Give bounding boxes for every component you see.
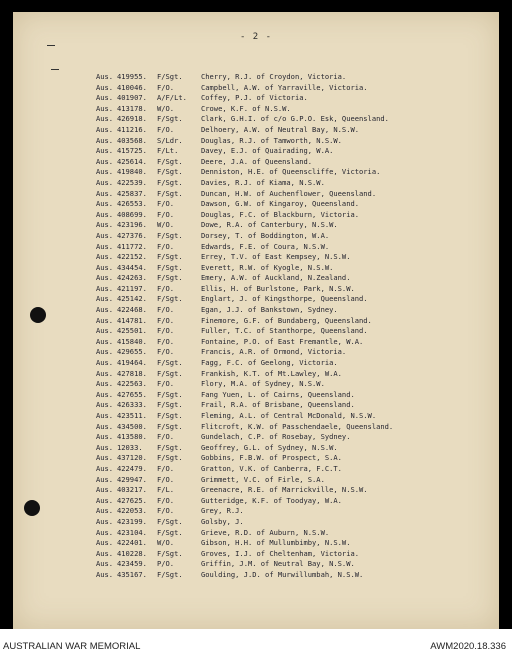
service-number: 434500. [117,421,147,431]
service-number: 410046. [117,82,147,92]
service-number: 422053. [117,506,147,516]
list-item [96,390,393,401]
list-item [96,157,393,168]
list-item [96,453,393,464]
service-number: 411216. [117,124,147,134]
rank: F/Sgt. [157,453,183,463]
member-name: Davies, R.J. of Kiama, N.S.W. [201,177,325,187]
list-item [96,263,393,274]
rank: F/Sgt. [157,294,183,304]
service-number: 403217. [117,485,147,495]
member-name: Grey, R.J. [201,506,244,516]
service-prefix: Aus. [96,156,114,166]
service-prefix: Aus. [96,516,114,526]
service-number: 419840. [117,167,147,177]
list-item [96,273,393,284]
rank: F/O. [157,463,175,473]
service-prefix: Aus. [96,538,114,548]
rank: F/Sgt. [157,400,183,410]
list-item [96,506,393,517]
member-name: Frankish, K.T. of Mt.Lawley, W.A. [201,368,342,378]
service-prefix: Aus. [96,548,114,558]
service-prefix: Aus. [96,209,114,219]
service-number: 429655. [117,347,147,357]
service-prefix: Aus. [96,283,114,293]
service-prefix: Aus. [96,485,114,495]
member-name: Delhoery, A.W. of Neutral Bay, N.S.W. [201,124,360,134]
list-item [96,400,393,411]
member-name: Gobbins, F.B.W. of Prospect, S.A. [201,453,342,463]
member-name: Gibson, H.H. of Mullumbimby, N.S.W. [201,538,351,548]
rank: F/Sgt. [157,156,183,166]
list-item [96,72,393,83]
service-prefix: Aus. [96,432,114,442]
service-prefix: Aus. [96,326,114,336]
service-prefix: Aus. [96,379,114,389]
member-name: Coffey, P.J. of Victoria. [201,93,308,103]
member-name: Errey, T.V. of East Kempsey, N.S.W. [201,252,351,262]
list-item [96,337,393,348]
list-item [96,231,393,242]
list-item [96,316,393,327]
list-item [96,411,393,422]
service-prefix: Aus. [96,230,114,240]
rank: F/Sgt. [157,389,183,399]
margin-mark [47,45,55,49]
list-item [96,114,393,125]
member-name: Finemore, G.F. of Bundaberg, Queensland. [201,315,372,325]
list-item [96,570,393,581]
rank: S/Ldr. [157,135,183,145]
rank: F/O. [157,506,175,516]
service-number: 419955. [117,72,147,81]
list-item [96,379,393,390]
rank: F/Lt. [157,146,179,156]
member-name: Denniston, H.E. of Queenscliffe, Victoria. [201,167,381,177]
service-number: 413178. [117,103,147,113]
list-item [96,326,393,337]
member-name: Grieve, R.D. of Auburn, N.S.W. [201,527,330,537]
page-number: - 2 - [239,32,273,42]
service-number: 426333. [117,400,147,410]
member-name: Golsby, J. [201,516,244,526]
service-number: 413580. [117,432,147,442]
service-prefix: Aus. [96,347,114,357]
rank: F/Sgt. [157,273,183,283]
service-number: 427655. [117,389,147,399]
list-item [96,242,393,253]
service-number: 415840. [117,336,147,346]
service-number: 437120. [117,453,147,463]
list-item [96,93,393,104]
rank: W/O. [157,103,175,113]
personnel-list [96,72,393,581]
list-item [96,485,393,496]
list-item [96,167,393,178]
rank: F/O. [157,347,175,357]
member-name: Greenacre, R.E. of Marrickville, N.S.W. [201,485,368,495]
list-item [96,347,393,358]
service-number: 401907. [117,93,147,103]
service-prefix: Aus. [96,463,114,473]
rank: A/F/Lt. [157,93,187,103]
member-name: Frail, R.A. of Brisbane, Queensland. [201,400,355,410]
service-prefix: Aus. [96,559,114,569]
service-prefix: Aus. [96,177,114,187]
member-name: Geoffrey, G.L. of Sydney, N.S.W. [201,442,338,452]
member-name: Dorsey, T. of Boddington, W.A. [201,230,330,240]
service-prefix: Aus. [96,315,114,325]
service-prefix: Aus. [96,135,114,145]
service-prefix: Aus. [96,336,114,346]
rank: F/Sgt. [157,177,183,187]
service-prefix: Aus. [96,474,114,484]
rank: F/Sgt. [157,252,183,262]
member-name: Douglas, F.C. of Blackburn, Victoria. [201,209,360,219]
service-number: 411772. [117,241,147,251]
service-number: 423511. [117,411,147,420]
rank: F/Sgt. [157,368,183,378]
rank: W/O. [157,538,175,548]
service-number: 425837. [117,188,147,198]
service-prefix: Aus. [96,220,114,230]
service-number: 415725. [117,146,147,156]
service-number: 422468. [117,305,147,315]
service-prefix: Aus. [96,495,114,505]
list-item [96,220,393,231]
list-item [96,528,393,539]
list-item [96,496,393,507]
member-name: Clark, G.H.I. of c/o G.P.O. Esk, Queensland. [201,114,389,124]
rank: F/Sgt. [157,358,183,368]
service-prefix: Aus. [96,241,114,251]
rank: F/O. [157,209,175,219]
service-prefix: Aus. [96,305,114,315]
service-prefix: Aus. [96,124,114,134]
list-item [96,210,393,221]
service-prefix: Aus. [96,442,114,452]
service-number: 427818. [117,368,147,378]
rank: F/Sgt. [157,262,183,272]
service-prefix: Aus. [96,188,114,198]
list-item [96,559,393,570]
member-name: Goulding, J.D. of Murwillumbah, N.S.W. [201,569,364,579]
service-prefix: Aus. [96,421,114,431]
service-number: 423199. [117,516,147,526]
service-number: 423104. [117,527,147,537]
member-name: Egan, J.J. of Bankstown, Sydney. [201,305,338,315]
service-number: 422401. [117,538,147,548]
member-name: Flory, M.A. of Sydney, N.S.W. [201,379,325,389]
member-name: Cherry, R.J. of Croydon, Victoria. [201,72,347,81]
rank: F/O. [157,474,175,484]
member-name: Dowe, R.A. of Canterbury, N.S.W. [201,220,338,230]
member-name: Fleming, A.L. of Central McDonald, N.S.W. [201,411,377,420]
rank: F/Sgt. [157,569,183,579]
service-number: 426553. [117,199,147,209]
footer-institution: AUSTRALIAN WAR MEMORIAL [3,641,141,652]
list-item [96,517,393,528]
service-number: 422479. [117,463,147,473]
list-item [96,549,393,560]
service-number: 427625. [117,495,147,505]
member-name: Fang Yuen, L. of Cairns, Queensland. [201,389,355,399]
rank: F/Sgt. [157,516,183,526]
service-prefix: Aus. [96,273,114,283]
member-name: Fontaine, P.O. of East Fremantle, W.A. [201,336,364,346]
service-prefix: Aus. [96,103,114,113]
service-number: 403568. [117,135,147,145]
rank: W/O. [157,220,175,230]
member-name: Everett, R.W. of Kyogle, N.S.W. [201,262,334,272]
service-number: 435167. [117,569,147,579]
service-prefix: Aus. [96,527,114,537]
member-name: Ellis, H. of Burlstone, Park, N.S.W. [201,283,355,293]
service-prefix: Aus. [96,199,114,209]
service-prefix: Aus. [96,389,114,399]
rank: F/O. [157,82,175,92]
service-number: 414781. [117,315,147,325]
list-item [96,189,393,200]
list-item [96,358,393,369]
service-prefix: Aus. [96,294,114,304]
service-number: 422539. [117,177,147,187]
list-item [96,464,393,475]
rank: F/Sgt. [157,548,183,558]
punch-hole [30,307,46,323]
list-item [96,305,393,316]
member-name: Englart, J. of Kingsthorpe, Queensland. [201,294,368,304]
rank: F/O. [157,199,175,209]
member-name: Fuller, T.C. of Stanthorpe, Queensland. [201,326,368,336]
list-item [96,294,393,305]
footer-accession-number: AWM2020.18.336 [430,641,506,652]
list-item [96,422,393,433]
list-item [96,178,393,189]
member-name: Griffin, J.M. of Neutral Bay, N.S.W. [201,559,355,569]
service-number: 426918. [117,114,147,124]
service-prefix: Aus. [96,262,114,272]
rank: F/O. [157,432,175,442]
rank: F/Sgt. [157,72,183,81]
service-prefix: Aus. [96,506,114,516]
list-item [96,125,393,136]
list-item [96,146,393,157]
service-number: 421197. [117,283,147,293]
service-number: 425142. [117,294,147,304]
member-name: Crowe, K.F. of N.S.W. [201,103,291,113]
service-prefix: Aus. [96,72,114,81]
service-number: 419464. [117,358,147,368]
service-number: 427376. [117,230,147,240]
rank: F/O. [157,326,175,336]
service-prefix: Aus. [96,569,114,579]
service-number: 423459. [117,559,147,569]
footer-bar [0,629,512,653]
service-number: 425614. [117,156,147,166]
rank: F/O. [157,336,175,346]
member-name: Davey, E.J. of Quairading, W.A. [201,146,334,156]
member-name: Campbell, A.W. of Yarraville, Victoria. [201,82,368,92]
member-name: Gundelach, C.P. of Rosebay, Sydney. [201,432,351,442]
service-prefix: Aus. [96,167,114,177]
member-name: Fagg, F.C. of Geelong, Victoria. [201,358,338,368]
rank: F/Sgt. [157,230,183,240]
service-prefix: Aus. [96,93,114,103]
rank: F/O. [157,315,175,325]
rank: F/O. [157,379,175,389]
member-name: Flitcroft, K.W. of Passchendaele, Queensland. [201,421,394,431]
service-prefix: Aus. [96,146,114,156]
rank: F/O. [157,283,175,293]
list-item [96,538,393,549]
member-name: Emery, A.W. of Auckland, N.Zealand. [201,273,351,283]
list-item [96,369,393,380]
rank: F/Sgt. [157,167,183,177]
service-prefix: Aus. [96,252,114,262]
service-number: 422563. [117,379,147,389]
rank: F/Sgt. [157,527,183,537]
rank: F/Sgt. [157,188,183,198]
service-number: 408699. [117,209,147,219]
member-name: Gutteridge, K.F. of Toodyay, W.A. [201,495,342,505]
list-item [96,104,393,115]
list-item [96,136,393,147]
service-prefix: Aus. [96,411,114,420]
member-name: Gratton, V.K. of Canberra, F.C.T. [201,463,342,473]
rank: F/O. [157,124,175,134]
rank: F/O. [157,495,175,505]
member-name: Duncan, H.W. of Auchenflower, Queensland. [201,188,377,198]
service-number: 422152. [117,252,147,262]
list-item [96,252,393,263]
list-item [96,284,393,295]
margin-mark [51,69,59,73]
member-name: Deere, J.A. of Queensland. [201,156,313,166]
rank: F/Sgt. [157,442,183,452]
service-prefix: Aus. [96,453,114,463]
service-number: 423196. [117,220,147,230]
service-number: 12033. [117,442,143,452]
service-prefix: Aus. [96,82,114,92]
rank: P/O. [157,559,175,569]
rank: F/L. [157,485,175,495]
service-number: 410228. [117,548,147,558]
service-number: 425501. [117,326,147,336]
member-name: Douglas, R.J. of Tamworth, N.S.W. [201,135,342,145]
service-prefix: Aus. [96,368,114,378]
rank: F/O. [157,241,175,251]
member-name: Dawson, G.W. of Kingaroy, Queensland. [201,199,360,209]
list-item [96,475,393,486]
service-prefix: Aus. [96,114,114,124]
list-item [96,432,393,443]
rank: F/Sgt. [157,114,183,124]
punch-hole [24,500,40,516]
member-name: Francis, A.R. of Ormond, Victoria. [201,347,347,357]
member-name: Grimmett, V.C. of Firle, S.A. [201,474,325,484]
rank: F/O. [157,305,175,315]
list-item [96,443,393,454]
service-prefix: Aus. [96,358,114,368]
service-number: 424263. [117,273,147,283]
member-name: Groves, I.J. of Cheltenham, Victoria. [201,548,360,558]
list-item [96,83,393,94]
list-item [96,199,393,210]
service-number: 429947. [117,474,147,484]
rank: F/Sgt. [157,411,183,420]
service-prefix: Aus. [96,400,114,410]
rank: F/Sgt. [157,421,183,431]
document-page [13,12,499,629]
service-number: 434454. [117,262,147,272]
member-name: Edwards, F.E. of Coura, N.S.W. [201,241,330,251]
